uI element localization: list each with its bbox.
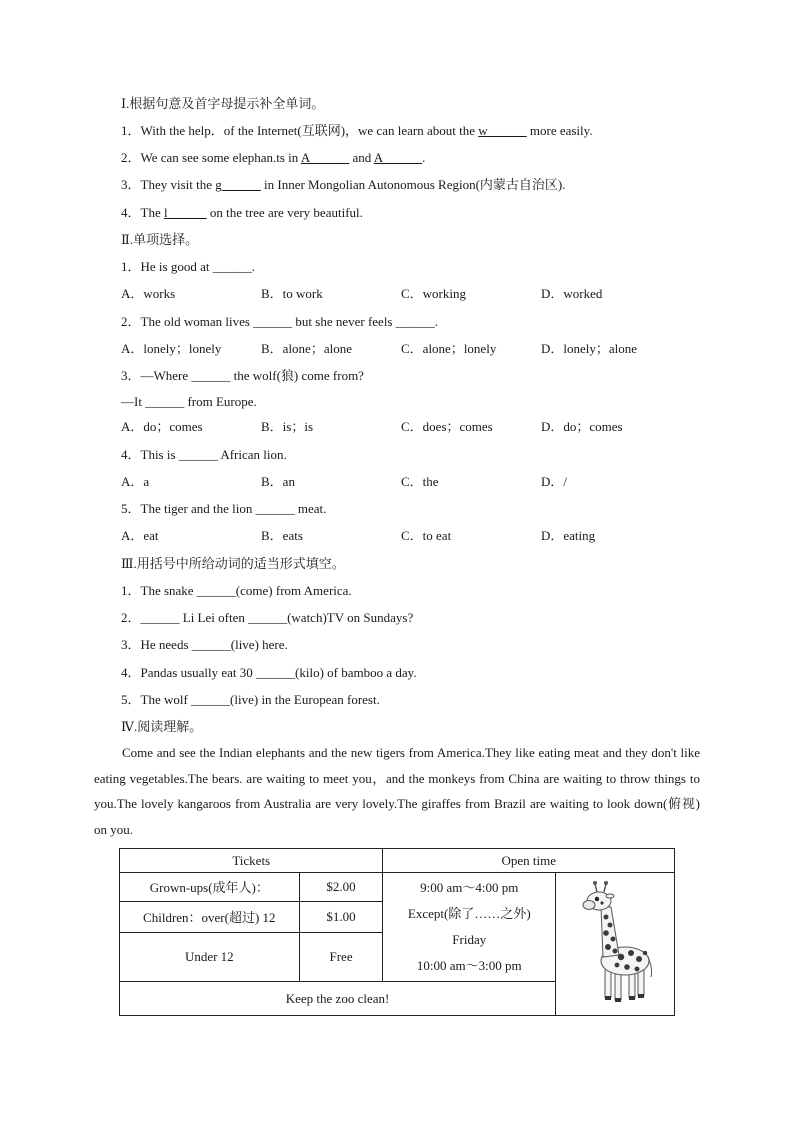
- open-time-header: Open time: [383, 849, 675, 873]
- s1-q2-blank-1: A______: [300, 150, 350, 165]
- s1-q2-text-mid: and: [349, 150, 374, 165]
- giraffe-image-cell: [556, 873, 675, 1016]
- reading-passage-text: Come and see the Indian elephants and the new tigers from America.They like eating meat and they don't like eating vegetables.The bears. are waiting to meet you，and the monkeys from China are waiting to throw things to you.The lovely kangaroos from Australia are very lovely.The giraffes from Brazil are waiting to look down(俯视) on you.: [94, 745, 700, 837]
- s2-q1-option-c: C．working: [401, 286, 467, 301]
- s3-question-2: 2．______ Li Lei often ______(watch)TV on Sundays?: [121, 610, 414, 625]
- s3-question-3: 3．He needs ______(live) here.: [121, 637, 288, 652]
- open-time-line-4: 10:00 am～3:00 pm: [416, 958, 522, 973]
- s2-q3-option-b: B．is；is: [261, 419, 314, 434]
- s1-q1-text: 1．With the help．of the Internet(互联网)，we can learn about the: [121, 123, 479, 138]
- ticket-price-children: $1.00: [299, 901, 383, 932]
- s2-q5-stem: 5．The tiger and the lion ______ meat.: [121, 501, 327, 516]
- s1-question-3: [121, 177, 566, 193]
- section-3-heading: Ⅲ.用括号中所给动词的适当形式填空。: [121, 556, 345, 571]
- s2-q1-option-a: A．works: [121, 286, 176, 301]
- s1-q4-text: 4．The: [121, 205, 164, 220]
- s1-q3-text: 3．They visit the: [121, 177, 216, 192]
- ticket-label-children: Children：over(超过) 12: [120, 901, 300, 932]
- s2-q1-option-d: D．worked: [541, 286, 603, 301]
- s3-question-5: 5．The wolf ______(live) in the European forest.: [121, 692, 380, 707]
- zoo-info-table: [119, 848, 675, 1016]
- s2-q1-stem: 1．He is good at ______.: [121, 259, 255, 274]
- s2-q2-option-d: D．lonely；alone: [541, 341, 638, 356]
- ticket-label-grown-ups: Grown-ups(成年人)：: [120, 873, 300, 902]
- s1-q4-text-end: on the tree are very beautiful.: [206, 205, 363, 220]
- ticket-label-under-12: Under 12: [120, 932, 300, 981]
- s2-q3-stem: 3．—Where ______ the wolf(狼) come from?: [121, 368, 364, 383]
- s2-q3-option-d: D．do；comes: [541, 419, 623, 434]
- section-4-heading: Ⅳ.阅读理解。: [121, 719, 203, 734]
- open-time-line-3: Friday: [452, 932, 487, 947]
- s2-q5-option-c: C．to eat: [401, 528, 452, 543]
- s3-question-1: 1．The snake ______(come) from America.: [121, 583, 352, 598]
- s2-q5-option-a: A．eat: [121, 528, 159, 543]
- section-2-heading: Ⅱ.单项选择。: [121, 232, 199, 247]
- s2-q5-option-b: B．eats: [261, 528, 303, 543]
- s1-q2-text: 2．We can see some elephan.ts in: [121, 150, 301, 165]
- s2-q3-option-c: C．does；comes: [401, 419, 493, 434]
- giraffe-icon: [575, 877, 655, 1007]
- s2-q4-option-a: A．a: [121, 474, 150, 489]
- tickets-header: Tickets: [120, 849, 383, 873]
- s1-q3-blank: g______: [215, 177, 261, 192]
- ticket-price-under-12: Free: [299, 932, 383, 981]
- reading-passage: [94, 740, 700, 842]
- s1-q1-text-end: more easily.: [526, 123, 593, 138]
- s2-q2-option-c: C．alone；lonely: [401, 341, 497, 356]
- s2-q2-stem: 2．The old woman lives ______ but she never feels ______.: [121, 314, 438, 329]
- s1-q2-blank-2: A______: [373, 150, 423, 165]
- s2-q2-option-b: B．alone；alone: [261, 341, 352, 356]
- s2-q1-option-b: B．to work: [261, 286, 323, 301]
- s1-question-1: [121, 123, 593, 139]
- s2-q3-stem-2: —It ______ from Europe.: [121, 394, 257, 409]
- s1-q3-text-end: in Inner Mongolian Autonomous Region(内蒙古自治区).: [260, 177, 566, 192]
- s2-q5-option-d: D．eating: [541, 528, 596, 543]
- open-time-line-1: 9:00 am～4:00 pm: [420, 880, 519, 895]
- s2-q2-option-a: A．lonely；lonely: [121, 341, 222, 356]
- s1-q4-blank: l______: [163, 205, 207, 220]
- section-1-heading: Ⅰ.根据句意及首字母提示补全单词。: [121, 96, 325, 111]
- open-time-line-2: Except(除了……之外): [407, 906, 531, 921]
- s1-question-2: [121, 150, 425, 166]
- s1-q2-text-end: .: [422, 150, 426, 165]
- s2-q4-option-b: B．an: [261, 474, 295, 489]
- s1-question-4: [121, 205, 363, 221]
- zoo-footer-note: Keep the zoo clean!: [120, 982, 556, 1016]
- s2-q4-stem: 4．This is ______ African lion.: [121, 447, 287, 462]
- s1-q1-blank: w______: [478, 123, 527, 138]
- open-time-cell: [383, 873, 556, 982]
- s3-question-4: 4．Pandas usually eat 30 ______(kilo) of bamboo a day.: [121, 665, 417, 680]
- ticket-price-grown-ups: $2.00: [299, 873, 383, 902]
- s2-q3-option-a: A．do；comes: [121, 419, 203, 434]
- s2-q4-option-d: D．/: [541, 474, 568, 489]
- s2-q4-option-c: C．the: [401, 474, 439, 489]
